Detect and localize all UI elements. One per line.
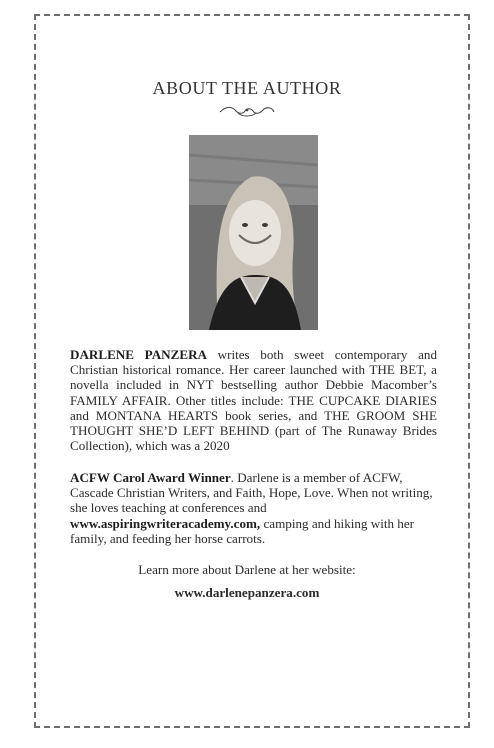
bio-text-2b: camping and hiking with her family, and feeding her horse carrots.: [70, 515, 415, 546]
author-photo: [189, 135, 318, 330]
author-name: DARLENE PANZERA: [70, 347, 207, 362]
bio-paragraph-2: [70, 470, 437, 546]
flourish-divider-icon: [218, 104, 276, 118]
bio-text-2a: . Darlene is a member of ACFW, Cascade Christian Writers, and Faith, Hope, Love. When not writing, she loves teaching at conferences and: [70, 470, 433, 516]
page-title: ABOUT THE AUTHOR: [152, 78, 342, 98]
academy-link[interactable]: www.aspiringwriteracademy.com,: [70, 515, 261, 531]
bio-paragraph-1: [70, 347, 437, 453]
award-title: ACFW Carol Award Winner: [70, 470, 231, 485]
website-link[interactable]: www.darlenepanzera.com: [174, 585, 320, 600]
bio-text-1: writes both sweet contemporary and Christian historical romance. Her career launched with THE BET, a novella included in NYT bestselling author Debbie Macomber’s FAMILY AFFAIR. Other titles include: THE CUPCAKE DIARIES and MONTANA HEARTS book series, and THE GROOM SHE THOUGHT SHE’D LEFT BEHIND (part of The Runaway Brides Collection), which was a 2020: [70, 347, 437, 454]
learn-more-text: Learn more about Darlene at her website:: [138, 562, 356, 577]
